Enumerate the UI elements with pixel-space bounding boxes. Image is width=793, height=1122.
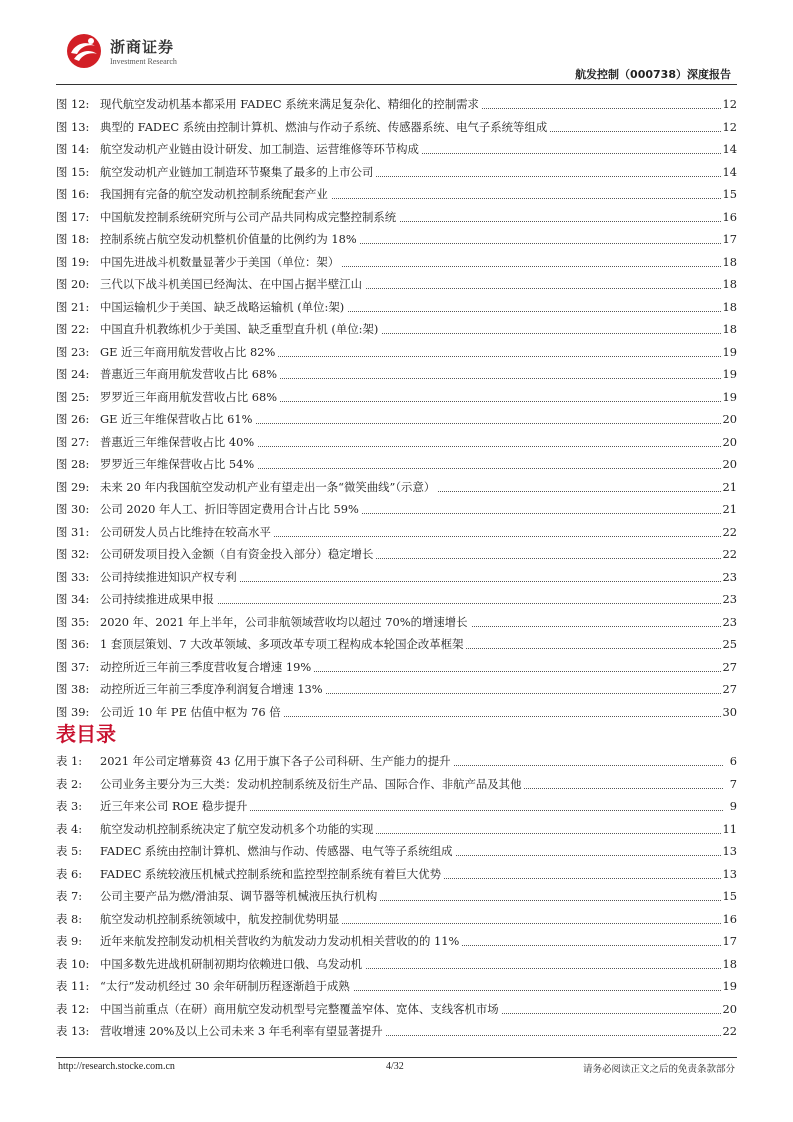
entry-number: 图 30: bbox=[56, 502, 90, 516]
figure-index-entry[interactable] bbox=[56, 500, 737, 518]
entry-page-number: 21 bbox=[722, 502, 737, 516]
entry-page-number: 17 bbox=[722, 934, 737, 948]
entry-label bbox=[56, 887, 380, 905]
header-divider bbox=[56, 84, 737, 85]
entry-title: 中国直升机教练机少于美国、缺乏重型直升机 (单位:架) bbox=[100, 322, 379, 336]
entry-label bbox=[56, 230, 360, 248]
report-title: 航发控制（000738）深度报告 bbox=[575, 68, 731, 81]
figure-index-entry[interactable] bbox=[56, 523, 737, 541]
entry-label bbox=[56, 977, 353, 995]
entry-number: 图 28: bbox=[56, 457, 90, 471]
table-index-entry[interactable] bbox=[56, 1000, 737, 1018]
entry-label bbox=[56, 775, 524, 793]
entry-page-number: 30 bbox=[722, 704, 737, 719]
table-index-entry[interactable] bbox=[56, 932, 737, 950]
entry-page-number: 18 bbox=[722, 956, 737, 971]
entry-title: 公司业务主要分为三大类：发动机控制系统及衍生产品、国际合作、非航产品及其他 bbox=[100, 776, 522, 791]
entry-title: 中国先进战斗机数量显著少于美国（单位：架） bbox=[100, 254, 340, 269]
entry-title: 公司近 10 年 PE 估值中枢为 76 倍 bbox=[100, 704, 281, 719]
entry-label bbox=[56, 658, 314, 676]
footer-disclaimer: 请务必阅读正文之后的免责条款部分 bbox=[582, 1064, 735, 1075]
entry-number: 图 29: bbox=[56, 479, 90, 494]
entry-number: 图 25: bbox=[56, 389, 90, 404]
table-index-entry[interactable] bbox=[56, 865, 737, 883]
figure-index-entry[interactable] bbox=[56, 230, 737, 248]
figure-index-entry[interactable] bbox=[56, 568, 737, 586]
entry-title: GE 近三年维保营收占比 61% bbox=[100, 412, 253, 426]
entry-page-number: 21 bbox=[722, 479, 737, 494]
entry-title: FADEC 系统由控制计算机、燃油与作动、传感器、电气等子系统组成 bbox=[100, 844, 453, 858]
figure-index-entry[interactable] bbox=[56, 275, 737, 293]
entry-page-number: 23 bbox=[722, 569, 737, 584]
entry-title: 中国多数先进战机研制初期均依赖进口俄、乌发动机 bbox=[100, 956, 362, 971]
entry-title: 近年来航发控制发动机相关营收约为航发动力发动机相关营收的的 11% bbox=[100, 934, 460, 948]
figure-index-entry[interactable] bbox=[56, 208, 737, 226]
entry-page-number: 19 bbox=[722, 389, 737, 404]
figure-index-entry[interactable] bbox=[56, 140, 737, 158]
entry-number: 图 16: bbox=[56, 187, 90, 201]
figure-index-entry[interactable] bbox=[56, 410, 737, 428]
figure-index-entry[interactable] bbox=[56, 703, 737, 721]
entry-number: 表 10: bbox=[56, 956, 90, 971]
entry-number: 表 12: bbox=[56, 1001, 90, 1016]
entry-page-number: 9 bbox=[729, 799, 737, 813]
entry-number: 图 17: bbox=[56, 209, 90, 224]
entry-title: 罗罗近三年维保营收占比 54% bbox=[100, 457, 255, 471]
entry-label bbox=[56, 478, 438, 496]
entry-number: 图 18: bbox=[56, 232, 90, 246]
figure-index-entry[interactable] bbox=[56, 320, 737, 338]
entry-title: 未来 20 年内我国航空发动机产业有望走出一条“微笑曲线”（示意） bbox=[100, 479, 436, 494]
entry-label bbox=[56, 343, 278, 361]
entry-label bbox=[56, 388, 280, 406]
logo-emblem-icon bbox=[62, 32, 106, 70]
page-header bbox=[0, 0, 793, 90]
entry-page-number: 18 bbox=[722, 254, 737, 269]
entry-page-number: 17 bbox=[722, 232, 737, 246]
entry-label bbox=[56, 455, 257, 473]
entry-page-number: 18 bbox=[722, 277, 737, 291]
entry-page-number: 14 bbox=[722, 142, 737, 156]
entry-number: 表 1: bbox=[56, 754, 83, 768]
entry-page-number: 18 bbox=[722, 299, 737, 314]
entry-label bbox=[56, 95, 482, 113]
entry-title: 普惠近三年商用航发营收占比 68% bbox=[100, 367, 278, 381]
figure-index-entry[interactable] bbox=[56, 298, 737, 316]
entry-number: 图 26: bbox=[56, 412, 90, 426]
table-index-entry[interactable] bbox=[56, 1022, 737, 1040]
entry-label bbox=[56, 523, 274, 541]
logo-chinese-name: 浙商证券 bbox=[110, 38, 175, 56]
entry-page-number: 7 bbox=[729, 776, 737, 791]
entry-title: 公司研发项目投入金额（自有资金投入部分）稳定增长 bbox=[100, 547, 374, 561]
figure-index-entry[interactable] bbox=[56, 253, 737, 271]
figure-index-entry[interactable] bbox=[56, 433, 737, 451]
entry-label bbox=[56, 1000, 502, 1018]
entry-page-number: 15 bbox=[722, 187, 737, 201]
entry-page-number: 27 bbox=[722, 682, 737, 696]
table-index-entry[interactable] bbox=[56, 977, 737, 995]
entry-label bbox=[56, 118, 550, 136]
entry-number: 表 5: bbox=[56, 844, 83, 858]
entry-number: 图 22: bbox=[56, 322, 90, 336]
entry-label bbox=[56, 590, 217, 608]
entry-title: “太行”发动机经过 30 余年研制历程逐渐趋于成熟 bbox=[100, 979, 350, 993]
entry-number: 表 8: bbox=[56, 911, 83, 926]
figure-index-entry[interactable] bbox=[56, 635, 737, 653]
table-index-entry[interactable] bbox=[56, 820, 737, 838]
figure-index-entry[interactable] bbox=[56, 388, 737, 406]
table-index-entry[interactable] bbox=[56, 842, 737, 860]
entry-label bbox=[56, 568, 240, 586]
entry-label bbox=[56, 635, 466, 653]
entry-label bbox=[56, 275, 365, 293]
entry-number: 图 19: bbox=[56, 254, 90, 269]
entry-page-number: 20 bbox=[722, 434, 737, 449]
entry-title: 动控所近三年前三季度净利润复合增速 13% bbox=[100, 682, 323, 696]
figure-index-entry[interactable] bbox=[56, 118, 737, 136]
entry-title: 2020 年、2021 年上半年，公司非航领域营收均以超过 70%的增速增长 bbox=[100, 614, 468, 629]
entry-page-number: 16 bbox=[722, 209, 737, 224]
entry-title: 2021 年公司定增募资 43 亿用于旗下各子公司科研、生产能力的提升 bbox=[100, 754, 451, 768]
entry-title: 公司研发人员占比维持在较高水平 bbox=[100, 524, 271, 539]
page-number: 4/32 bbox=[386, 1061, 404, 1072]
entry-page-number: 22 bbox=[722, 524, 737, 539]
entry-page-number: 22 bbox=[722, 547, 737, 561]
entry-title: 动控所近三年前三季度营收复合增速 19% bbox=[100, 659, 312, 674]
entry-label bbox=[56, 253, 342, 271]
entry-page-number: 13 bbox=[722, 866, 737, 881]
entry-number: 图 21: bbox=[56, 299, 90, 314]
entry-label bbox=[56, 185, 331, 203]
table-index-entry[interactable] bbox=[56, 775, 737, 793]
entry-title: 营收增速 20%及以上公司未来 3 年毛利率有望显著提升 bbox=[100, 1024, 383, 1038]
entry-number: 图 15: bbox=[56, 164, 90, 179]
entry-label bbox=[56, 298, 347, 316]
table-index-entry[interactable] bbox=[56, 955, 737, 973]
entry-label bbox=[56, 820, 376, 838]
entry-label bbox=[56, 613, 471, 631]
entry-label bbox=[56, 545, 376, 563]
entry-title: 现代航空发动机基本都采用 FADEC 系统来满足复杂化、精细化的控制需求 bbox=[100, 97, 479, 111]
entry-page-number: 23 bbox=[722, 614, 737, 629]
entry-title: 航空发动机控制系统决定了航空发动机多个功能的实现 bbox=[100, 821, 374, 836]
entry-number: 图 37: bbox=[56, 659, 90, 674]
entry-title: 公司持续推进成果申报 bbox=[100, 592, 214, 606]
entry-title: 中国航发控制系统研究所与公司产品共同构成完整控制系统 bbox=[100, 209, 397, 224]
entry-number: 图 14: bbox=[56, 142, 90, 156]
entry-number: 表 3: bbox=[56, 799, 83, 813]
entry-title: 航空发动机控制系统领域中，航发控制优势明显 bbox=[100, 911, 340, 926]
table-index-entry[interactable] bbox=[56, 910, 737, 928]
footer-divider bbox=[56, 1057, 737, 1058]
entry-title: 公司主要产品为燃/滑油泵、调节器等机械液压执行机构 bbox=[100, 889, 378, 903]
entry-number: 图 12: bbox=[56, 97, 90, 111]
figure-index-entry[interactable] bbox=[56, 95, 737, 113]
table-index-heading: 表目录 bbox=[56, 722, 116, 746]
entry-label bbox=[56, 500, 362, 518]
entry-title: FADEC 系统较液压机械式控制系统和监控型控制系统有着巨大优势 bbox=[100, 866, 442, 881]
entry-page-number: 12 bbox=[722, 119, 737, 134]
entry-number: 图 36: bbox=[56, 637, 90, 651]
figure-index-entry[interactable] bbox=[56, 478, 737, 496]
entry-title: 控制系统占航空发动机整机价值量的比例约为 18% bbox=[100, 232, 357, 246]
figure-index-entry[interactable] bbox=[56, 545, 737, 563]
table-index-entry[interactable] bbox=[56, 887, 737, 905]
entry-title: 典型的 FADEC 系统由控制计算机、燃油与作动子系统、传感器系统、电气子系统等组成 bbox=[100, 119, 548, 134]
entry-label bbox=[56, 208, 399, 226]
entry-page-number: 19 bbox=[722, 344, 737, 359]
figure-index-entry[interactable] bbox=[56, 365, 737, 383]
entry-title: GE 近三年商用航发营收占比 82% bbox=[100, 344, 276, 359]
figure-index-entry[interactable] bbox=[56, 680, 737, 698]
figure-index-entry[interactable] bbox=[56, 343, 737, 361]
entry-label bbox=[56, 797, 250, 815]
entry-page-number: 27 bbox=[722, 659, 737, 674]
figure-index-entry[interactable] bbox=[56, 590, 737, 608]
figure-index-entry[interactable] bbox=[56, 185, 737, 203]
entry-page-number: 20 bbox=[722, 457, 737, 471]
entry-label bbox=[56, 163, 376, 181]
entry-number: 图 20: bbox=[56, 277, 90, 291]
entry-number: 图 24: bbox=[56, 367, 90, 381]
entry-title: 近三年来公司 ROE 稳步提升 bbox=[100, 799, 248, 813]
entry-page-number: 14 bbox=[722, 164, 737, 179]
entry-label bbox=[56, 1022, 386, 1040]
entry-title: 公司 2020 年人工、折旧等固定费用合计占比 59% bbox=[100, 502, 359, 516]
entry-number: 图 38: bbox=[56, 682, 90, 696]
entry-page-number: 16 bbox=[722, 911, 737, 926]
entry-page-number: 20 bbox=[722, 412, 737, 426]
entry-page-number: 19 bbox=[722, 979, 737, 993]
entry-page-number: 23 bbox=[722, 592, 737, 606]
entry-page-number: 25 bbox=[722, 637, 737, 651]
figure-index-entry[interactable] bbox=[56, 613, 737, 631]
entry-number: 图 32: bbox=[56, 547, 90, 561]
company-logo bbox=[62, 30, 192, 76]
entry-page-number: 11 bbox=[722, 821, 737, 836]
entry-label bbox=[56, 410, 256, 428]
entry-number: 表 6: bbox=[56, 866, 83, 881]
entry-number: 图 39: bbox=[56, 704, 90, 719]
entry-label bbox=[56, 365, 280, 383]
entry-title: 公司持续推进知识产权专利 bbox=[100, 569, 237, 584]
entry-page-number: 18 bbox=[722, 322, 737, 336]
entry-label bbox=[56, 932, 462, 950]
entry-label bbox=[56, 433, 257, 451]
entry-number: 图 13: bbox=[56, 119, 90, 134]
entry-page-number: 19 bbox=[722, 367, 737, 381]
entry-number: 表 13: bbox=[56, 1024, 90, 1038]
entry-number: 图 34: bbox=[56, 592, 90, 606]
entry-number: 图 23: bbox=[56, 344, 90, 359]
entry-label bbox=[56, 320, 381, 338]
entry-label bbox=[56, 752, 454, 770]
entry-number: 表 11: bbox=[56, 979, 90, 993]
entry-title: 罗罗近三年商用航发营收占比 68% bbox=[100, 389, 278, 404]
entry-number: 表 4: bbox=[56, 821, 83, 836]
entry-title: 中国当前重点（在研）商用航空发动机型号完整覆盖窄体、宽体、支线客机市场 bbox=[100, 1001, 499, 1016]
entry-page-number: 20 bbox=[722, 1001, 737, 1016]
entry-title: 1 套顶层策划、7 大改革领域、多项改革专项工程构成本轮国企改革框架 bbox=[100, 637, 464, 651]
entry-label bbox=[56, 865, 444, 883]
entry-label bbox=[56, 910, 342, 928]
entry-number: 图 31: bbox=[56, 524, 90, 539]
entry-label bbox=[56, 842, 455, 860]
entry-title: 三代以下战斗机美国已经淘汰、在中国占据半壁江山 bbox=[100, 277, 362, 291]
table-index-entry[interactable] bbox=[56, 797, 737, 815]
entry-title: 航空发动机产业链由设计研发、加工制造、运营维修等环节构成 bbox=[100, 142, 419, 156]
entry-label bbox=[56, 680, 326, 698]
figure-index-entry[interactable] bbox=[56, 455, 737, 473]
footer-website-link[interactable]: http://research.stocke.com.cn bbox=[58, 1061, 175, 1072]
entry-label bbox=[56, 955, 365, 973]
figure-index-entry[interactable] bbox=[56, 163, 737, 181]
entry-number: 表 2: bbox=[56, 776, 83, 791]
entry-label bbox=[56, 140, 422, 158]
entry-number: 图 33: bbox=[56, 569, 90, 584]
figure-index-entry[interactable] bbox=[56, 658, 737, 676]
table-index-entry[interactable] bbox=[56, 752, 737, 770]
logo-english-name: Investment Research bbox=[110, 57, 177, 66]
entry-number: 表 9: bbox=[56, 934, 83, 948]
entry-page-number: 13 bbox=[722, 844, 737, 858]
entry-number: 图 35: bbox=[56, 614, 90, 629]
entry-title: 普惠近三年维保营收占比 40% bbox=[100, 434, 255, 449]
entry-page-number: 22 bbox=[722, 1024, 737, 1038]
entry-number: 图 27: bbox=[56, 434, 90, 449]
entry-title: 我国拥有完备的航空发动机控制系统配套产业 bbox=[100, 187, 328, 201]
entry-page-number: 12 bbox=[722, 97, 737, 111]
entry-page-number: 6 bbox=[729, 754, 737, 768]
entry-number: 表 7: bbox=[56, 889, 83, 903]
entry-page-number: 15 bbox=[722, 889, 737, 903]
entry-title: 航空发动机产业链加工制造环节聚集了最多的上市公司 bbox=[100, 164, 374, 179]
entry-title: 中国运输机少于美国、缺乏战略运输机 (单位:架) bbox=[100, 299, 345, 314]
